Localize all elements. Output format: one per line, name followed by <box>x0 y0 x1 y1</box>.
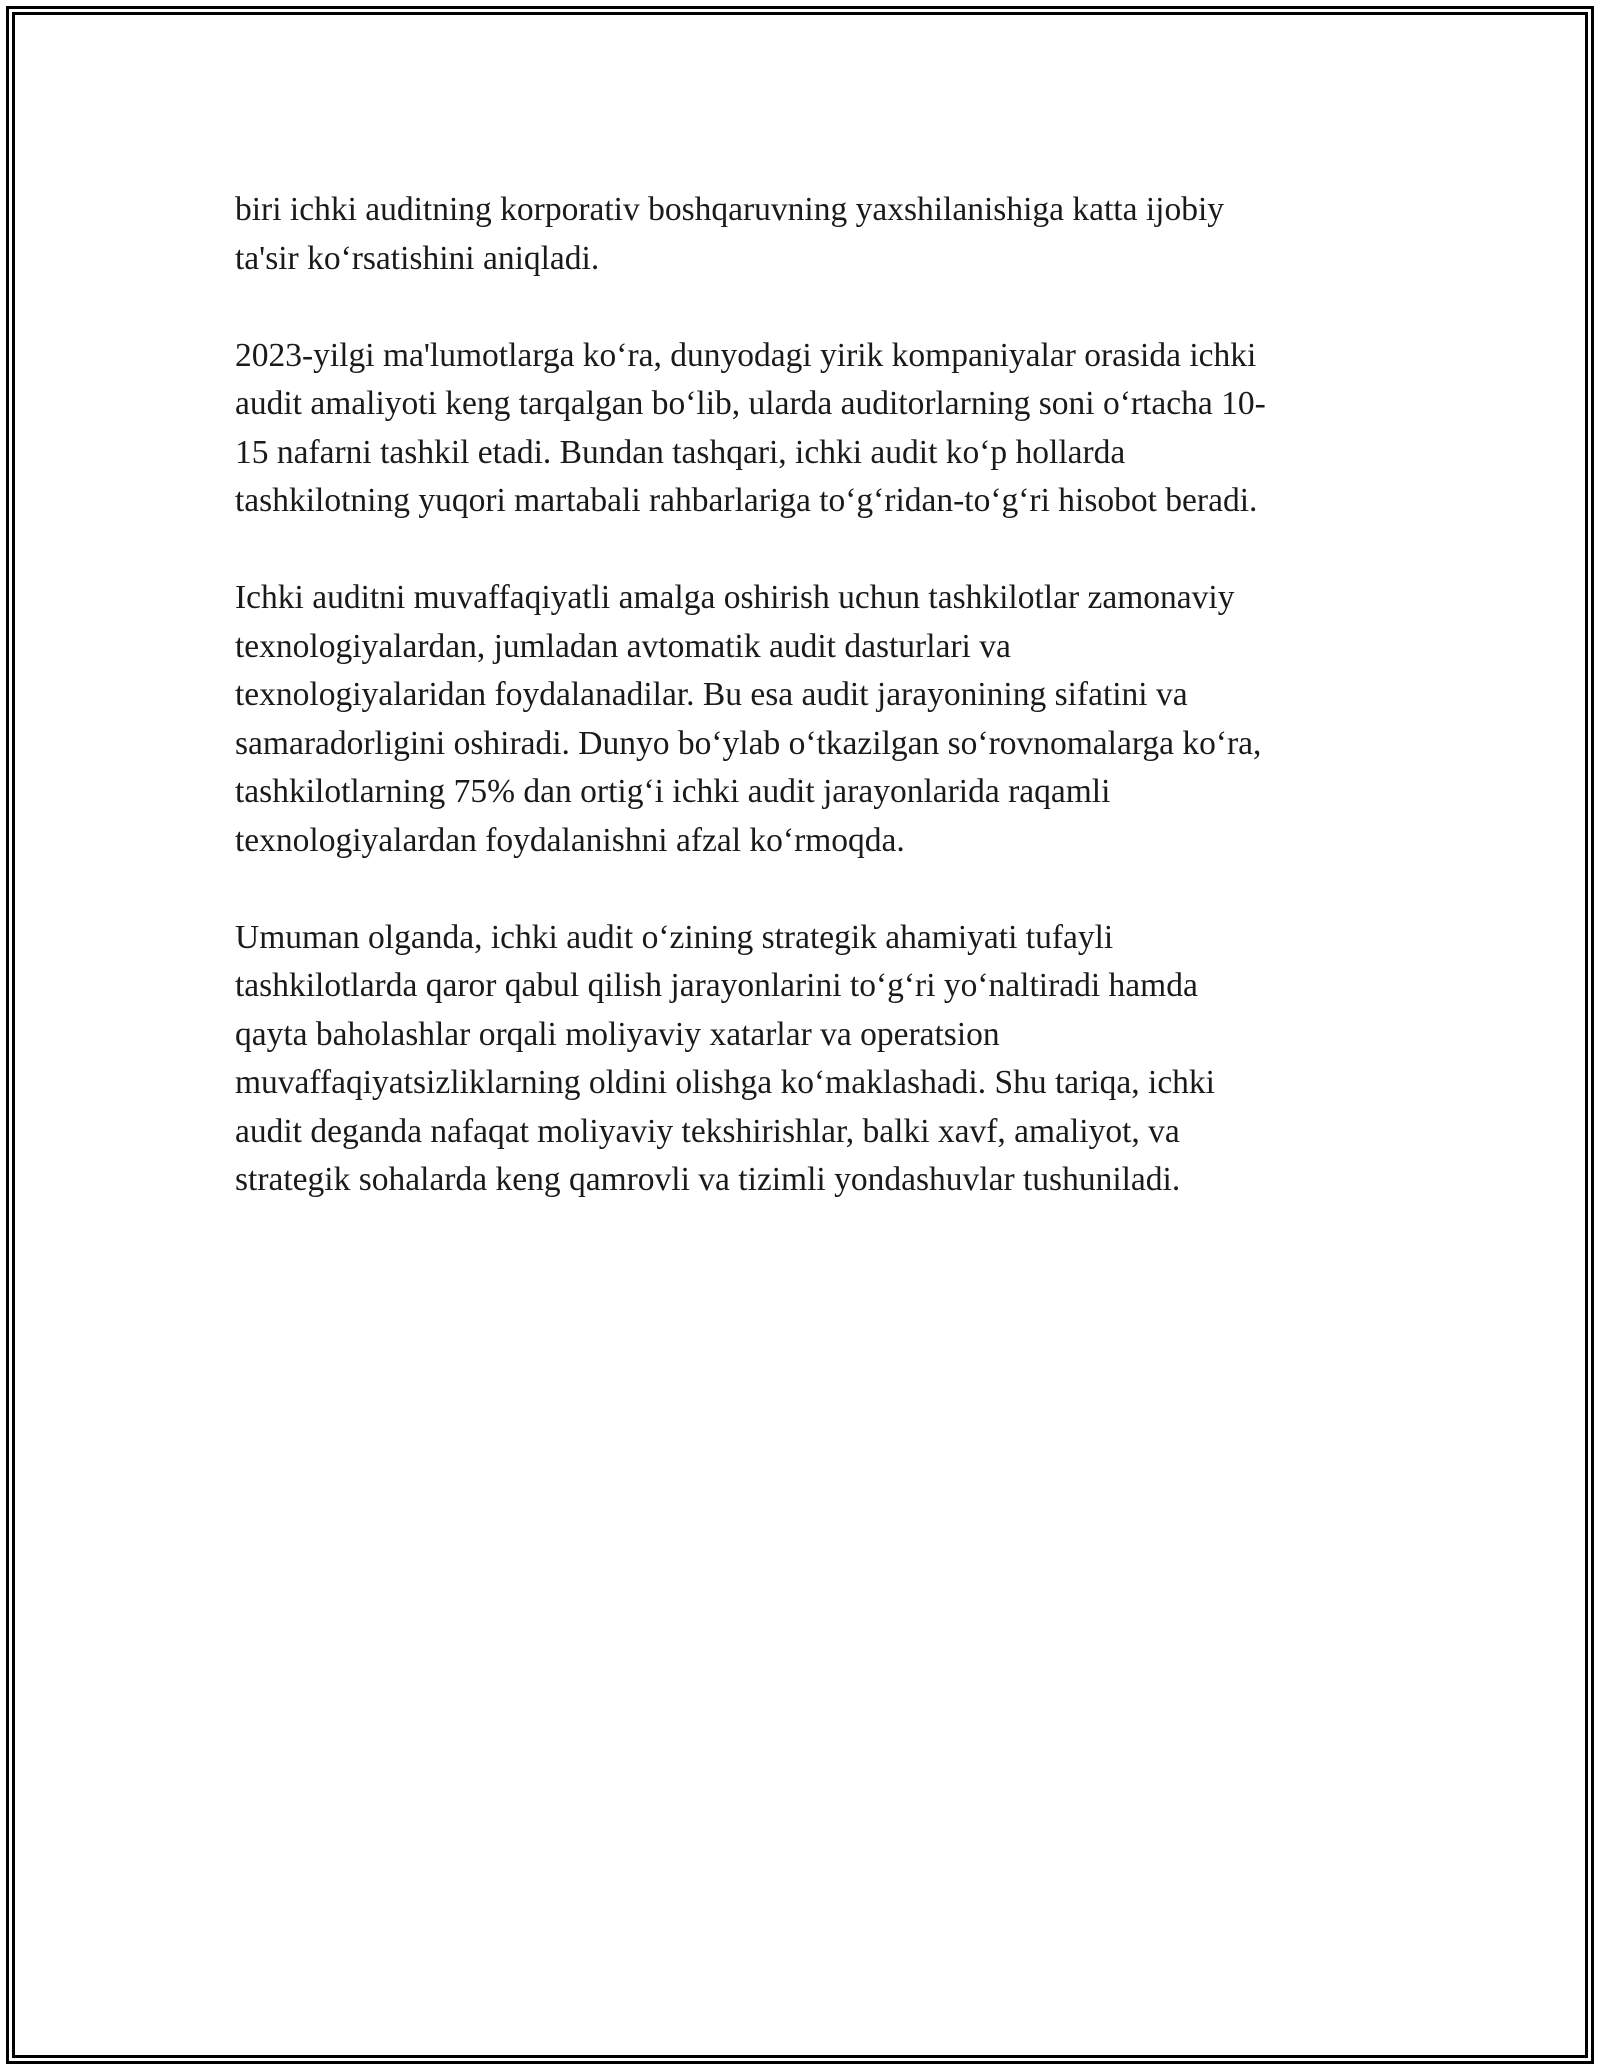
text-line: qayta baholashlar orqali moliyaviy xatarlar va operatsion <box>235 1015 1000 1053</box>
text-line: ta'sir koʻrsatishini aniqladi. <box>235 239 600 277</box>
text-line: Ichki auditni muvaffaqiyatli amalga oshirish uchun tashkilotlar zamonaviy <box>235 579 1235 616</box>
text-line: texnologiyalardan, jumladan avtomatik audit dasturlari va <box>235 627 1011 665</box>
text-line: samaradorligini oshiradi. Dunyo boʻylab oʻtkazilgan soʻrovnomalarga koʻra, <box>235 724 1262 762</box>
text-line: audit deganda nafaqat moliyaviy tekshirishlar, balki xavf, amaliyot, va <box>235 1112 1180 1150</box>
page-body <box>235 186 1375 1253</box>
text-line: Umuman olganda, ichki audit oʻzining strategik ahamiyati tufayli <box>235 918 1114 956</box>
text-line: 15 nafarni tashkil etadi. Bundan tashqari, ichki audit koʻp hollarda <box>235 433 1126 471</box>
text-line: tashkilotlarda qaror qabul qilish jarayonlarini toʻgʻri yoʻnaltiradi hamda <box>235 967 1198 1004</box>
text-line: tashkilotlarning 75% dan ortigʻi ichki audit jarayonlarida raqamli <box>235 773 1111 810</box>
text-line: texnologiyalaridan foydalanadilar. Bu esa audit jarayonining sifatini va <box>235 676 1188 713</box>
text-line: muvaffaqiyatsizliklarning oldini olishga koʻmaklashadi. Shu tariqa, ichki <box>235 1064 1215 1101</box>
text-line: tashkilotning yuqori martabali rahbarlariga toʻgʻridan-toʻgʻri hisobot beradi. <box>235 482 1258 519</box>
paragraph-3 <box>235 574 1375 865</box>
text-line: 2023-yilgi ma'lumotlarga koʻra, dunyodagi yirik kompaniyalar orasida ichki <box>235 336 1257 374</box>
paragraph-4 <box>235 914 1375 1205</box>
text-line: biri ichki auditning korporativ boshqaruvning yaxshilanishiga katta ijobiy <box>235 191 1225 228</box>
text-line: texnologiyalardan foydalanishni afzal koʻrmoqda. <box>235 821 905 859</box>
paragraph-1 <box>235 186 1375 283</box>
text-line: audit amaliyoti keng tarqalgan boʻlib, ularda auditorlarning soni oʻrtacha 10- <box>235 385 1266 422</box>
text-line: strategik sohalarda keng qamrovli va tizimli yondashuvlar tushuniladi. <box>235 1161 1181 1198</box>
paragraph-2 <box>235 332 1375 526</box>
